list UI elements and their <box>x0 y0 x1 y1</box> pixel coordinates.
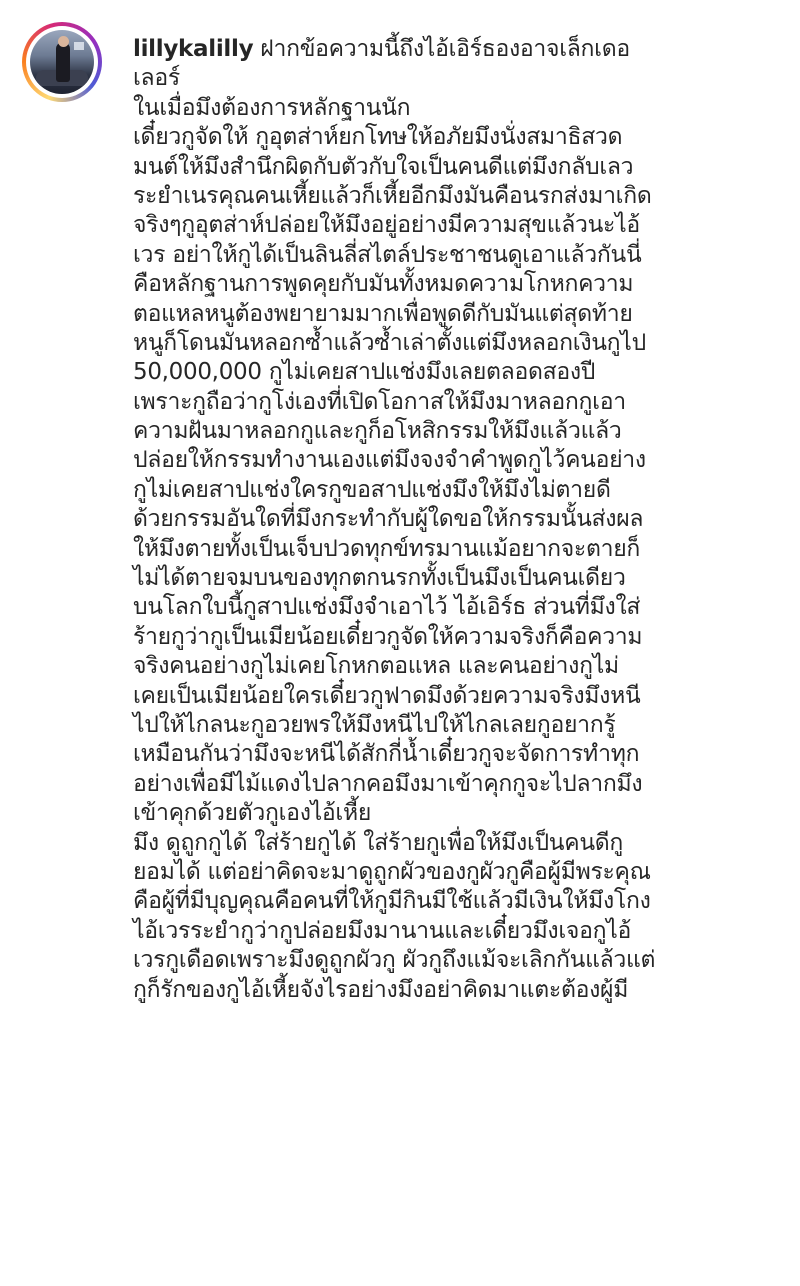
comment-line: มึง ดูถูกกูได้ ใส่ร้ายกูได้ ใส่ร้ายกูเพื่อให้มึงเป็นคนดีกู <box>133 829 623 856</box>
avatar-light-shape <box>74 42 84 50</box>
comment-line: ไม่ได้ตายจมบนของทุกตกนรกทั้งเป็นมึงเป็นคนเดียว <box>133 565 626 592</box>
comment-line: มนต์ให้มึงสำนึกผิดกับตัวกับใจเป็นคนดีแต่มึงกลับเลว <box>133 153 634 180</box>
comment-line: อย่างเพื่อมีไม้แดงไปลากคอมึงมาเข้าคุกกูจะไปลากมึง <box>133 770 643 797</box>
comment-line: กูไม่เคยสาปแช่งใครกูขอสาปแช่งมึงให้มึงไม่ตายดี <box>133 476 611 503</box>
avatar-border <box>26 26 98 98</box>
comment-line: คือผู้ที่มีบุญคุณคือคนที่ให้กูมีกินมีใช้แล้วมีเงินให้มึงโกง <box>133 888 651 915</box>
comment-line: เดี๋ยวกูจัดให้ กูอุตส่าห์ยกโทษให้อภัยมึงนั่งสมาธิสวด <box>133 124 623 151</box>
comment-line: เวรกูเดือดเพราะมึงดูถูกผัวกู ผัวกูถึงแม้จะเลิกกันแล้วแต่ <box>133 947 656 974</box>
comment-line: บนโลกใบนี้กูสาปแช่งมึงจำเอาไว้ ไอ้เอิร์ธ ส่วนที่มึงใส่ <box>133 594 641 621</box>
comment-line: คือหลักฐานการพูดคุยกับมันทั้งหมดความโกหกความ <box>133 271 634 298</box>
comment-text-start: ฝากข้อความนี้ถึงไอ้เอิร์ธองอาจเล็กเดอ <box>260 36 630 62</box>
comment-text <box>133 35 793 1005</box>
comment-line: ปล่อยให้กรรมทำงานเองแต่มึงจงจำคำพูดกูไว้คนอย่าง <box>133 447 646 474</box>
comment-line: 50,000,000 กูไม่เคยสาปแช่งมึงเลยตลอดสองปี <box>133 359 596 386</box>
comment-line: เพราะกูถือว่ากูโง่เองที่เปิดโอกาสให้มึงมาหลอกกูเอา <box>133 388 626 415</box>
comment-line: ระยำเนรคุณคนเหี้ยแล้วก็เหี้ยอีกมึงมันคือนรกส่งมาเกิด <box>133 182 652 209</box>
comment-line: ไอ้เวรระยำกูว่ากูปล่อยมึงมานานและเดี๋ยวมึงเจอกูไอ้ <box>133 917 632 944</box>
comment-line: ความฝันมาหลอกกูและกูก็อโหสิกรรมให้มึงแล้วแล้ว <box>133 418 622 445</box>
avatar[interactable] <box>22 22 102 102</box>
avatar-head-shape <box>58 36 69 47</box>
comment-line: เคยเป็นเมียน้อยใครเดี๋ยวกูฟาดมึงด้วยความจริงมึงหนี <box>133 682 641 709</box>
comment-line: ให้มึงตายทั้งเป็นเจ็บปวดทุกข์ทรมานแม้อยากจะตายก็ <box>133 535 640 562</box>
comment-line: กูก็รักของกูไอ้เหี้ยจังไรอย่างมึงอย่าคิดมาแตะต้องผู้มี <box>133 976 629 1003</box>
avatar-photo <box>30 30 94 94</box>
username-link[interactable]: lillykalilly <box>133 36 254 62</box>
comment-line: ในเมื่อมึงต้องการหลักฐานนัก <box>133 94 411 121</box>
comment-line: ยอมได้ แต่อย่าคิดจะมาดูถูกผัวของกูผัวกูคือผู้มีพระคุณ <box>133 858 651 885</box>
comment-line: ตอแหลหนูต้องพยายามมากเพื่อพูดดีกับมันแต่สุดท้าย <box>133 300 633 327</box>
comment-line: จริงคนอย่างกูไม่เคยโกหกตอแหล และคนอย่างกูไม่ <box>133 653 619 680</box>
comment-line: เหมือนกันว่ามึงจะหนีได้สักกี่น้ำเดี๋ยวกูจะจัดการทำทุก <box>133 741 640 768</box>
comment-line: เข้าคุกด้วยตัวกูเองไอ้เหี้ย <box>133 800 372 827</box>
avatar-figure-shape <box>56 42 70 82</box>
comment-line: เวร อย่าให้กูได้เป็นลินลี่สไตล์ประชาชนดูเอาแล้วกันนี่ <box>133 241 642 268</box>
comment-first-line <box>133 35 793 64</box>
comment-line: ร้ายกูว่ากูเป็นเมียน้อยเดี๋ยวกูจัดให้ความจริงก็คือความ <box>133 623 643 650</box>
comment-line: ไปให้ไกลนะกูอวยพรให้มึงหนีไปให้ไกลเลยกูอยากรู้ <box>133 711 616 738</box>
comment-lines <box>133 64 793 1005</box>
comment-line: หนูก็โดนมันหลอกซ้ำแล้วซ้ำเล่าตั้งแต่มึงหลอกเงินกูไป <box>133 329 646 356</box>
comment-line: ด้วยกรรมอันใดที่มึงกระทำกับผู้ใดขอให้กรรมนั้นส่งผล <box>133 506 644 533</box>
comment-line: จริงๆกูอุตส่าห์ปล่อยให้มึงอยู่อย่างมีความสุขแล้วนะไอ้ <box>133 212 640 239</box>
comment-line: เลอร์ <box>133 65 180 92</box>
